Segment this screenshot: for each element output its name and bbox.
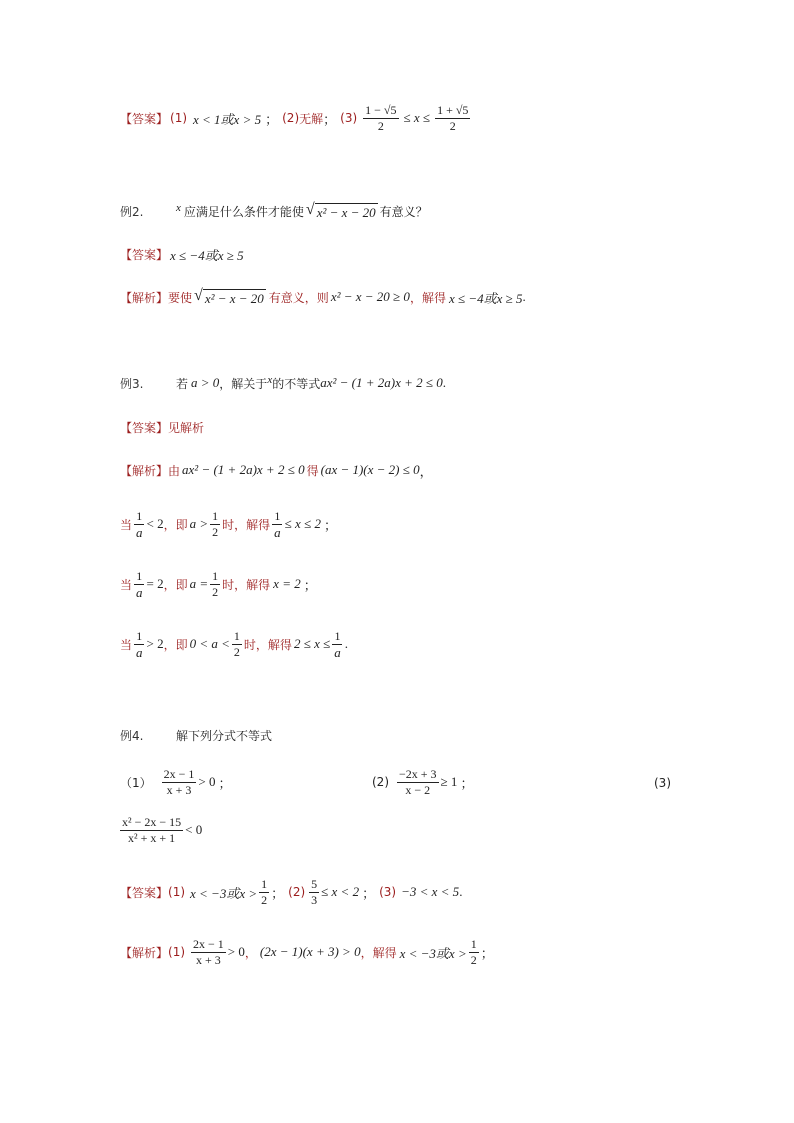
semicolon: ；: [323, 517, 337, 533]
fraction-denominator: x + 3: [196, 952, 221, 967]
question-label: (3): [654, 776, 671, 790]
case-math: a >: [189, 516, 209, 531]
analysis-math: x < −3或x >: [399, 945, 467, 961]
semicolon: ；: [480, 945, 494, 961]
case-text: ，即: [163, 517, 188, 532]
answer-part-label: (3): [379, 885, 397, 899]
analysis-math: x² − x − 20 ≥ 0: [330, 289, 410, 304]
analysis-math: > 0: [227, 944, 245, 959]
question-math: ≥ 1: [440, 774, 458, 789]
fraction-numerator: 1: [470, 936, 477, 951]
answer-part-1-math: x < 1或x > 5: [193, 111, 262, 127]
answer-part-label: (2): [288, 885, 306, 899]
case-math: x = 2: [273, 576, 301, 591]
case-math: < 2: [146, 516, 164, 531]
square-root: [194, 287, 266, 307]
answer-part-label: (1): [168, 885, 186, 899]
fraction-denominator: a: [274, 524, 281, 540]
fraction-numerator: 5: [311, 876, 318, 891]
analysis-text: ，解得: [360, 945, 397, 960]
example-3-analysis: [120, 458, 433, 482]
variable: x: [176, 202, 181, 214]
question-math: ax² − (1 + 2a)x + 2 ≤ 0: [320, 375, 443, 390]
case-text: 时，解得: [222, 517, 271, 532]
answer-math: −3 < x < 5: [401, 884, 460, 899]
question-math: a > 0: [191, 375, 220, 390]
case-math: ≤ x ≤ 2: [284, 516, 321, 531]
question-text: ，解关于: [219, 376, 268, 391]
analysis-tag: 【解析】: [120, 463, 169, 478]
fraction-denominator: x² + x + 1: [128, 830, 176, 845]
analysis-text: 有意义，则: [268, 290, 329, 305]
analysis-math: ax² − (1 + 2a)x + 2 ≤ 0: [182, 462, 305, 477]
fraction: [272, 509, 283, 540]
answer-text: 见解析: [168, 420, 205, 435]
analysis-text: 由: [168, 463, 181, 478]
square-root: [306, 201, 378, 221]
period: .: [442, 375, 447, 390]
fraction: [134, 509, 145, 540]
answer-tag: 【答案】: [120, 885, 169, 900]
example-3-answer: [120, 416, 204, 438]
fraction-numerator: 1: [212, 508, 219, 523]
fraction: [162, 767, 197, 798]
fraction: [332, 629, 343, 660]
case-text: 当: [120, 577, 133, 592]
analysis-tag: 【解析】: [120, 290, 169, 305]
question-math: < 0: [185, 822, 203, 837]
example-label: 例2.: [120, 204, 144, 219]
analysis-math: x ≤ −4或x ≥ 5: [448, 290, 523, 306]
example-label: 例3.: [120, 376, 144, 391]
answer-part-2-text: 无解: [299, 111, 324, 126]
question-math: > 0: [198, 774, 216, 789]
example-3-case-3: [120, 626, 348, 662]
answer-math: ≤ x < 2: [321, 884, 360, 899]
inequality: ≤ x ≤: [403, 110, 431, 125]
case-text: 当: [120, 637, 133, 652]
question-text: 若: [176, 376, 189, 391]
semicolon: ；: [271, 885, 285, 901]
semicolon: ；: [218, 775, 232, 791]
example-4-q1: [120, 764, 232, 800]
case-math: a =: [189, 576, 209, 591]
analysis-text: 要使: [168, 290, 193, 305]
fraction-numerator: 1: [212, 568, 219, 583]
fraction-numerator: 1: [136, 568, 143, 583]
answer-tag: 【答案】: [120, 420, 169, 435]
fraction: [309, 877, 319, 908]
analysis-text: 得: [306, 463, 319, 478]
example-3-question: [120, 372, 446, 394]
fraction-numerator: 2x − 1: [163, 766, 195, 781]
answer-math: x ≤ −4或x ≥ 5: [170, 247, 244, 263]
example-4-q2: [372, 764, 473, 800]
semicolon: ；: [460, 775, 474, 791]
analysis-math: (ax − 1)(x − 2) ≤ 0: [320, 462, 420, 477]
fraction-denominator: 2: [261, 892, 268, 907]
radicand: x² − x − 20: [316, 205, 376, 220]
case-text: 当: [120, 517, 133, 532]
answer-tag: 【答案】: [120, 111, 169, 126]
question-text: 应满足什么条件才能使: [183, 204, 304, 219]
example-2-analysis: [120, 285, 526, 309]
fraction-denominator: 2: [449, 118, 456, 133]
semicolon: ；: [303, 577, 317, 593]
fraction-numerator: 2x − 1: [193, 936, 224, 951]
fraction: [134, 629, 145, 660]
fraction-numerator: 1: [261, 876, 268, 891]
radicand: x² − x − 20: [204, 291, 264, 306]
separator: ；: [265, 111, 279, 127]
fraction: [232, 629, 242, 660]
case-text: ，即: [163, 577, 188, 592]
fraction-denominator: 2: [377, 118, 384, 133]
case-math: 2 ≤ x ≤: [293, 636, 331, 651]
case-text: 时，解得: [243, 637, 292, 652]
fraction: [120, 815, 183, 846]
fraction-numerator: 1: [233, 628, 240, 643]
radical-sign: √: [194, 287, 203, 304]
answer-part-1-label: (1): [170, 111, 188, 125]
analysis-part-label: (1): [168, 945, 186, 959]
case-math: 0 < a <: [189, 636, 230, 651]
fraction: [259, 877, 269, 908]
period: .: [522, 289, 526, 304]
semicolon: ；: [362, 885, 376, 901]
fraction-numerator: 1 − √5: [365, 102, 397, 117]
question-label: （1）: [120, 775, 152, 790]
fraction-numerator: 1: [136, 508, 143, 523]
fraction-denominator: a: [136, 644, 143, 660]
fraction-denominator: a: [136, 584, 143, 600]
prev-answer-line: [120, 100, 472, 136]
answer-part-2-label: (2): [282, 111, 300, 125]
fraction-denominator: x + 3: [166, 782, 192, 797]
question-text: 有意义？: [379, 204, 428, 219]
case-math: = 2: [146, 576, 164, 591]
fraction-numerator: 1 + √5: [437, 102, 469, 117]
fraction-denominator: a: [334, 644, 341, 660]
fraction-numerator: −2x + 3: [399, 766, 437, 781]
fraction: [397, 767, 439, 798]
example-3-case-1: [120, 506, 337, 542]
example-4-q3-label: [654, 773, 671, 793]
fraction-numerator: x² − 2x − 15: [122, 814, 182, 829]
analysis-text: ，: [244, 945, 257, 960]
question-text: 解下列分式不等式: [176, 728, 273, 743]
fraction: [469, 937, 479, 968]
fraction-denominator: 2: [470, 952, 477, 967]
fraction: [191, 937, 226, 968]
period: .: [344, 636, 348, 651]
fraction: [134, 569, 145, 600]
comma: ，: [419, 463, 433, 479]
separator: ；: [323, 111, 337, 127]
fraction-denominator: x − 2: [405, 782, 431, 797]
case-text: 时，解得: [222, 577, 271, 592]
fraction-denominator: 3: [311, 892, 318, 907]
example-4-answer: [120, 874, 462, 910]
fraction-numerator: 1: [334, 628, 341, 643]
variable: x: [267, 374, 273, 386]
answer-tag: 【答案】: [120, 247, 169, 262]
fraction-denominator: 2: [212, 584, 219, 599]
fraction: [435, 103, 470, 134]
case-text: ，即: [163, 637, 188, 652]
example-3-case-2: [120, 566, 317, 602]
radical-sign: √: [305, 201, 315, 218]
case-math: > 2: [146, 636, 164, 651]
fraction: [210, 509, 220, 540]
analysis-math: (2x − 1)(x + 3) > 0: [259, 944, 361, 959]
question-label: (2): [372, 775, 389, 789]
example-4-q3: [120, 812, 202, 848]
example-label: 例4.: [120, 728, 144, 743]
fraction-numerator: 1: [274, 508, 281, 523]
example-4-analysis: [120, 934, 494, 970]
fraction: [210, 569, 220, 600]
period: .: [459, 884, 463, 899]
question-text: 的不等式: [272, 376, 321, 391]
example-2-question: [120, 199, 428, 223]
analysis-text: ，解得: [409, 290, 446, 305]
answer-part-3-label: (3): [340, 111, 358, 125]
example-2-answer: [120, 243, 244, 265]
fraction-denominator: 2: [233, 644, 240, 659]
analysis-tag: 【解析】: [120, 945, 169, 960]
fraction: [363, 103, 398, 134]
example-4-title: [120, 724, 272, 746]
fraction-denominator: 2: [212, 524, 219, 539]
fraction-numerator: 1: [136, 628, 143, 643]
fraction-denominator: a: [136, 524, 143, 540]
answer-math: x < −3或x >: [190, 885, 258, 901]
